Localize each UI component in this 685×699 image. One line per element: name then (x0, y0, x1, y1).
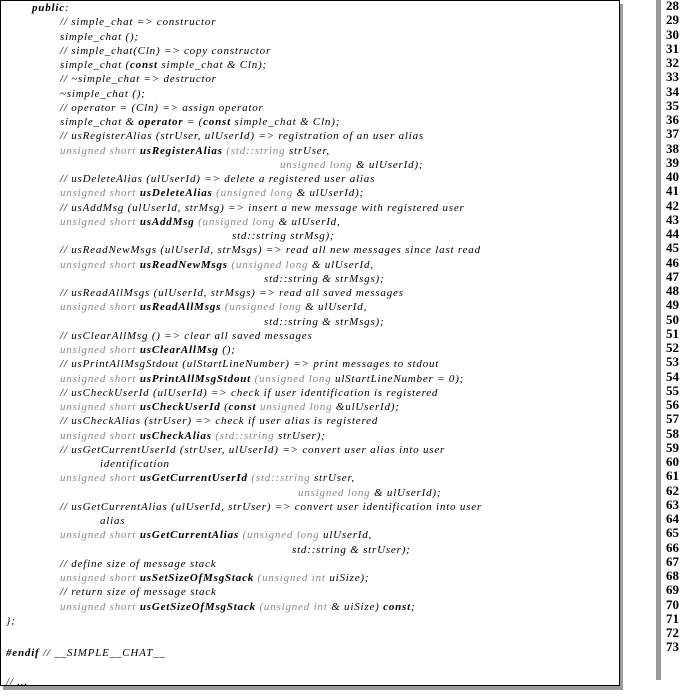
code-token: & ulUserId, (305, 301, 368, 313)
line-number: 64 (666, 511, 679, 526)
code-token: // return size of message stack (60, 586, 217, 598)
line-number: 38 (666, 141, 679, 156)
code-token: unsigned long (256, 401, 336, 413)
code-token: usGetSizeOfMsgStack (139, 601, 256, 613)
code-line (60, 401, 400, 413)
code-token: simple_chat (); (60, 31, 139, 43)
code-token: (std::string (247, 472, 314, 484)
line-number: 42 (666, 198, 679, 213)
line-number: 56 (666, 397, 679, 412)
code-token: std::string & strMsgs); (264, 273, 385, 285)
code-token: = ( (183, 116, 204, 128)
code-token: ( (220, 401, 229, 413)
code-line (60, 586, 217, 598)
code-token: (std::string (211, 430, 278, 442)
code-line (100, 458, 170, 470)
code-token: public (32, 2, 65, 14)
code-token: const (228, 401, 257, 413)
line-number: 29 (666, 12, 679, 27)
code-token: usClearAllMsg (139, 344, 219, 356)
code-token: // simple_chat => constructor (60, 16, 217, 28)
line-number: 34 (666, 84, 679, 99)
line-number: 72 (666, 625, 679, 640)
code-token: & ulUserId); (355, 159, 424, 171)
code-token: // usClearAllMsg () => clear all saved messages (60, 330, 313, 342)
code-token: #endif (6, 647, 40, 659)
line-number: 68 (666, 568, 679, 583)
line-number: 32 (666, 55, 679, 70)
code-token: unsigned short (60, 344, 140, 356)
code-token: simple_chat ( (60, 59, 130, 71)
code-token: // usGetCurrentAlias (ulUserId, strUser) => convert user identification into user (60, 501, 483, 513)
code-line (60, 287, 404, 299)
code-token: const (383, 601, 411, 613)
code-token: unsigned short (60, 572, 140, 584)
line-number: 48 (666, 283, 679, 298)
line-number: 69 (666, 582, 679, 597)
code-token: ulUserId, (323, 529, 373, 541)
line-number: 66 (666, 540, 679, 555)
code-line (60, 301, 367, 313)
line-number: 36 (666, 112, 679, 127)
code-line (60, 145, 330, 157)
code-token: (unsigned long (221, 301, 306, 313)
code-token: unsigned short (60, 401, 140, 413)
code-token: & ulUserId); (296, 187, 364, 199)
code-token: // ~simple_chat => destructor (60, 73, 217, 85)
code-line (60, 472, 355, 484)
line-number: 41 (666, 183, 679, 198)
code-token: unsigned short (60, 373, 140, 385)
code-token: const (203, 116, 231, 128)
code-token: & uiSize) (331, 601, 384, 613)
code-line (60, 116, 340, 128)
code-token: usAddMsg (139, 216, 195, 228)
code-line (60, 444, 445, 456)
line-number: 45 (666, 240, 679, 255)
code-line (60, 130, 424, 142)
code-token: (unsigned long (194, 216, 279, 228)
code-token: std::string strMsg); (232, 230, 335, 242)
code-token: unsigned short (60, 145, 140, 157)
line-number: 55 (666, 383, 679, 398)
code-token: // usAddMsg (ulUserId, strMsg) => insert a new message with registered user (60, 202, 465, 214)
code-token: usSetSizeOfMsgStack (139, 572, 255, 584)
line-number: 50 (666, 312, 679, 327)
code-line (60, 73, 217, 85)
code-line (6, 615, 16, 627)
code-token: strUser, (288, 145, 330, 157)
line-number: 33 (666, 69, 679, 84)
code-token: uiSize); (329, 572, 370, 584)
code-line (60, 88, 146, 100)
code-line (60, 387, 438, 399)
line-number: 65 (666, 525, 679, 540)
code-token: usPrintAllMsgStdout (139, 373, 252, 385)
code-token: &ulUserId); (335, 401, 400, 413)
code-token: // usGetCurrentUserId (strUser, ulUserId) => convert user alias into user (60, 444, 446, 456)
line-number: 57 (666, 411, 679, 426)
code-token: simple_chat & Cln); (157, 59, 268, 71)
code-token: unsigned long (298, 487, 374, 499)
line-number: 39 (666, 155, 679, 170)
line-number: 70 (666, 597, 679, 612)
code-token: (std::string (222, 145, 289, 157)
line-number: 67 (666, 554, 679, 569)
code-token: ~simple_chat (); (60, 88, 146, 100)
code-token: usDeleteAlias (139, 187, 213, 199)
code-token: usCheckAlias (139, 430, 212, 442)
code-line (280, 159, 423, 171)
code-token: unsigned short (60, 301, 140, 313)
code-token: unsigned long (280, 159, 356, 171)
code-token: std::string & strUser); (292, 544, 411, 556)
line-number: 53 (666, 354, 679, 369)
code-token: simple_chat & Cln); (230, 116, 341, 128)
code-line (264, 316, 384, 328)
code-token: (unsigned int (254, 572, 330, 584)
code-token: usReadAllMsgs (139, 301, 222, 313)
code-token: (unsigned int (255, 601, 332, 613)
line-number: 52 (666, 340, 679, 355)
code-token: simple_chat & (60, 116, 139, 128)
code-line (60, 558, 216, 570)
code-token: operator (138, 116, 184, 128)
line-number: 51 (666, 326, 679, 341)
code-token: // __SIMPLE__CHAT__ (39, 647, 166, 659)
code-token: (unsigned long (251, 373, 336, 385)
code-token: unsigned short (60, 472, 140, 484)
code-line (32, 2, 69, 14)
code-token: ; (410, 601, 416, 613)
line-number: 71 (666, 611, 679, 626)
code-line (264, 273, 384, 285)
code-line (60, 344, 236, 356)
code-token: // operator = (Cln) => assign operator (60, 102, 264, 114)
line-number: 35 (666, 98, 679, 113)
code-token: // usCheckAlias (strUser) => check if user alias is registered (60, 415, 379, 427)
line-number: 61 (666, 468, 679, 483)
code-token: // simple_chat(Cln) => copy constructor (60, 45, 272, 57)
line-number: 73 (666, 639, 679, 654)
code-token: std::string & strMsgs); (264, 316, 385, 328)
code-line (60, 501, 482, 513)
code-token: ulStartLineNumber = 0); (335, 373, 465, 385)
code-line (60, 529, 372, 541)
code-line (60, 31, 139, 43)
line-number: 62 (666, 483, 679, 498)
line-number: 46 (666, 255, 679, 270)
code-token: // usRegisterAlias (strUser, ulUserId) => registration of an user alias (60, 130, 424, 142)
code-token: usRegisterAlias (139, 145, 223, 157)
line-number: 47 (666, 269, 679, 284)
code-line (100, 515, 125, 527)
code-token: unsigned short (60, 259, 140, 271)
code-line (232, 230, 334, 242)
code-line (60, 601, 415, 613)
line-number: 37 (666, 126, 679, 141)
code-line (292, 544, 411, 556)
code-line (60, 45, 271, 57)
code-token: & ulUserId, (278, 216, 341, 228)
code-line (60, 59, 267, 71)
line-number: 49 (666, 297, 679, 312)
code-line (6, 676, 28, 688)
code-token: alias (100, 515, 126, 527)
line-number: 63 (666, 497, 679, 512)
code-token: // ... (6, 676, 28, 688)
code-token: & ulUserId); (373, 487, 442, 499)
code-token: unsigned short (60, 430, 140, 442)
code-token: (); (218, 344, 236, 356)
code-token: const (129, 59, 158, 71)
code-token: (unsigned long (212, 187, 297, 199)
code-token: : (64, 2, 70, 14)
code-line (60, 415, 378, 427)
code-line (60, 572, 369, 584)
line-number: 58 (666, 426, 679, 441)
code-line (60, 187, 364, 199)
code-line (60, 430, 326, 442)
code-line (6, 647, 166, 659)
code-token: // usDeleteAlias (ulUserId) => delete a registered user alias (60, 173, 376, 185)
code-line (298, 487, 441, 499)
code-line (60, 102, 264, 114)
code-token: // define size of message stack (60, 558, 217, 570)
code-token: strUser); (278, 430, 326, 442)
code-line (60, 244, 481, 256)
code-token: // usCheckUserId (ulUserId) => check if user identification is registered (60, 387, 439, 399)
code-token: unsigned short (60, 529, 140, 541)
line-number: 59 (666, 440, 679, 455)
code-token: identification (100, 458, 170, 470)
line-number-gutter-bar (656, 0, 661, 680)
line-number: 31 (666, 41, 679, 56)
line-number: 54 (666, 369, 679, 384)
code-token: // usPrintAllMsgStdout (ulStartLineNumber) => print messages to stdout (60, 358, 440, 370)
code-token: & ulUserId, (311, 259, 374, 271)
code-token: (unsigned long (239, 529, 324, 541)
code-token: // usReadNewMsgs (ulUserId, strMsgs) => read all new messages since last read (60, 244, 481, 256)
line-number: 40 (666, 169, 679, 184)
code-token: strUser, (313, 472, 355, 484)
code-line (60, 216, 341, 228)
code-token: usReadNewMsgs (139, 259, 228, 271)
code-token: (unsigned long (227, 259, 312, 271)
code-line (60, 173, 375, 185)
code-token: unsigned short (60, 601, 140, 613)
line-number: 30 (666, 27, 679, 42)
line-number: 60 (666, 454, 679, 469)
line-number: 44 (666, 226, 679, 241)
code-line (60, 259, 374, 271)
code-line (60, 202, 465, 214)
code-token: unsigned short (60, 216, 140, 228)
code-line (60, 16, 216, 28)
code-token: unsigned short (60, 187, 140, 199)
code-token: }; (6, 615, 16, 627)
code-token: // usReadAllMsgs (ulUserId, strMsgs) => read all saved messages (60, 287, 404, 299)
code-line (60, 373, 464, 385)
code-token: usCheckUserId (139, 401, 221, 413)
code-token: usGetCurrentUserId (139, 472, 248, 484)
line-number: 43 (666, 212, 679, 227)
line-number: 28 (666, 0, 679, 13)
code-token: usGetCurrentAlias (139, 529, 240, 541)
code-line (60, 358, 439, 370)
code-line (60, 330, 313, 342)
